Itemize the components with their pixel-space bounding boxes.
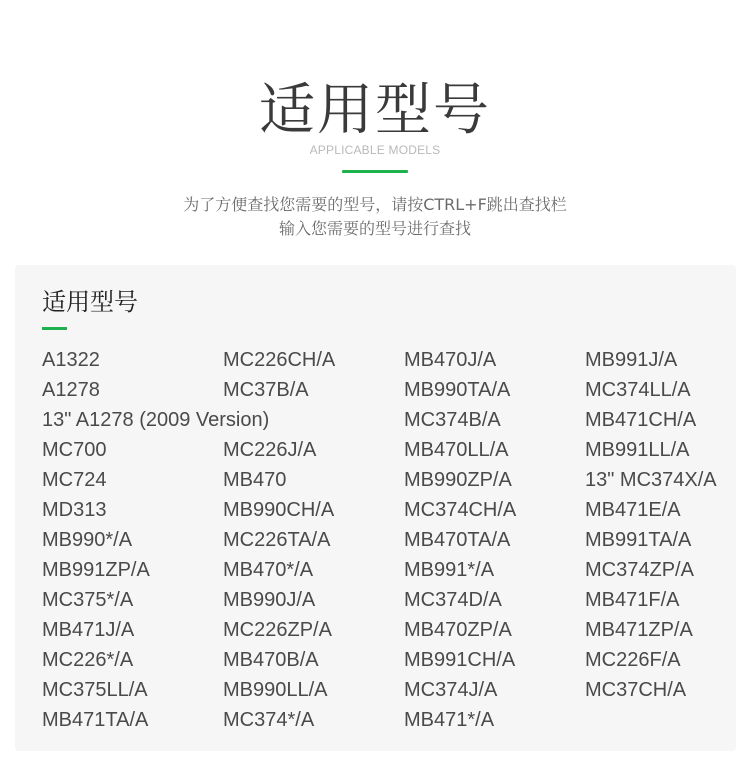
- model-item: MC375LL/A: [42, 679, 148, 701]
- model-item: MC374ZP/A: [585, 559, 694, 581]
- model-item: MC226CH/A: [223, 349, 336, 371]
- model-item: MC37CH/A: [585, 679, 687, 701]
- model-item: 13" A1278 (2009 Version): [42, 409, 270, 431]
- model-item: MC374J/A: [404, 679, 498, 701]
- model-item: MB470J/A: [404, 349, 497, 371]
- model-item: MB471*/A: [404, 709, 495, 731]
- model-item: MB470B/A: [223, 649, 319, 671]
- header-section: [0, 0, 750, 265]
- model-item: MC226ZP/A: [223, 619, 332, 641]
- model-item: MB470*/A: [223, 559, 314, 581]
- model-item: MB991CH/A: [404, 649, 516, 671]
- model-item: MB471F/A: [585, 589, 680, 611]
- model-item: MC226TA/A: [223, 529, 331, 551]
- model-item: A1278: [42, 379, 100, 401]
- model-item: MC724: [42, 469, 107, 491]
- model-item: MC375*/A: [42, 589, 134, 611]
- title-underline: [342, 170, 408, 173]
- model-empty-cell: [585, 705, 736, 735]
- models-panel: [15, 265, 736, 751]
- model-item: MC226F/A: [585, 649, 681, 671]
- model-item: MC374CH/A: [404, 499, 517, 521]
- model-item: MB470LL/A: [404, 439, 509, 461]
- model-item: MB990CH/A: [223, 499, 335, 521]
- model-item: MB990TA/A: [404, 379, 511, 401]
- model-item: MB471CH/A: [585, 409, 697, 431]
- model-item: MB990*/A: [42, 529, 133, 551]
- model-item: MC226J/A: [223, 439, 317, 461]
- instruction-line-1: 为了方便查找您需要的型号，请按CTRL+F跳出查找栏: [183, 195, 567, 214]
- model-item: MB471ZP/A: [585, 619, 693, 641]
- model-item: MB990LL/A: [223, 679, 328, 701]
- page-title: 适用型号: [259, 78, 491, 143]
- model-item: MB990ZP/A: [404, 469, 512, 491]
- model-empty-cell: [223, 405, 404, 435]
- panel-title: 适用型号: [42, 288, 138, 316]
- panel-title-accent: [42, 327, 67, 330]
- model-item: MB991J/A: [585, 349, 678, 371]
- model-item: A1322: [42, 349, 100, 371]
- model-item: MC374B/A: [404, 409, 501, 431]
- instruction-line-2: 输入您需要的型号进行查找: [278, 219, 471, 238]
- model-item: MB991LL/A: [585, 439, 690, 461]
- model-item: MC374*/A: [223, 709, 315, 731]
- model-item: MB991*/A: [404, 559, 495, 581]
- model-item: MB991ZP/A: [42, 559, 150, 581]
- model-item: MB470ZP/A: [404, 619, 512, 641]
- model-item: MB470TA/A: [404, 529, 511, 551]
- search-instructions: [0, 193, 750, 241]
- model-item: MC374LL/A: [585, 379, 691, 401]
- model-item: MB471TA/A: [42, 709, 149, 731]
- model-item: MB990J/A: [223, 589, 316, 611]
- model-list: [42, 345, 736, 735]
- model-item: 13" MC374X/A: [585, 469, 717, 491]
- model-item: MB471J/A: [42, 619, 135, 641]
- model-item: MD313: [42, 499, 107, 521]
- model-item: MB470: [223, 469, 287, 491]
- model-item: MC226*/A: [42, 649, 134, 671]
- model-item: MC700: [42, 439, 107, 461]
- model-item: MB471E/A: [585, 499, 681, 521]
- page-subtitle: APPLICABLE MODELS: [309, 143, 441, 157]
- model-item: MC37B/A: [223, 379, 309, 401]
- model-item: MB991TA/A: [585, 529, 692, 551]
- model-item: MC374D/A: [404, 589, 502, 611]
